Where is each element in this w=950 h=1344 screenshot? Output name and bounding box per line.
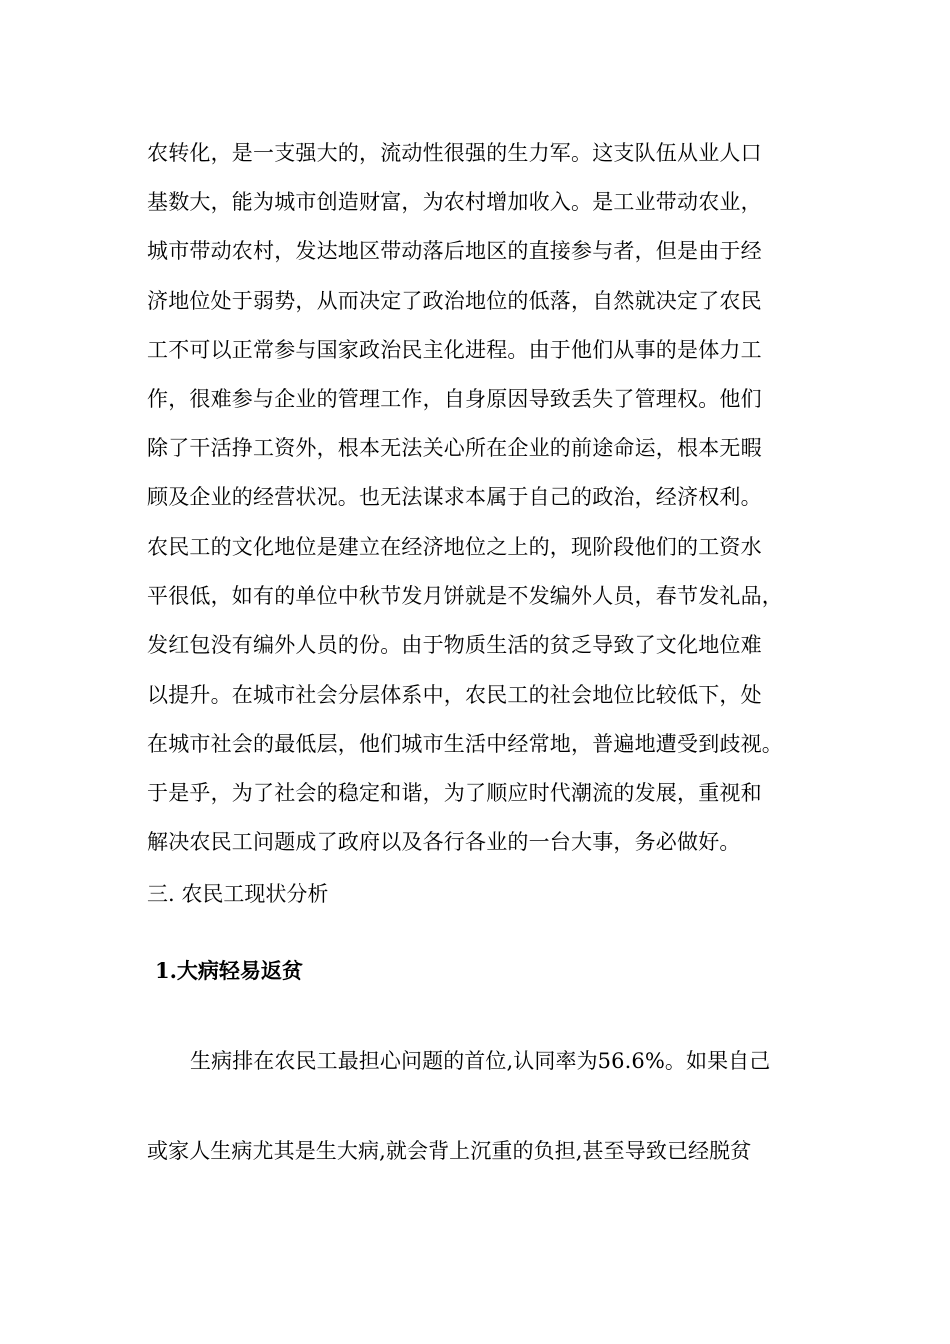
subsection-heading: 1.大病轻易返贫 <box>155 958 303 983</box>
paragraph-line: 于是乎，为了社会的稳定和谐，为了顺应时代潮流的发展，重视和 <box>147 781 762 805</box>
paragraph-line: 顾及企业的经营状况。也无法谋求本属于自己的政治，经济权利。 <box>147 485 762 509</box>
paragraph-line: 生病排在农民工最担心问题的首位,认同率为56.6%。如果自己 <box>190 1049 771 1073</box>
paragraph-line: 以提升。在城市社会分层体系中，农民工的社会地位比较低下，处 <box>147 683 762 707</box>
paragraph-line: 解决农民工问题成了政府以及各行各业的一台大事，务必做好。 <box>147 830 741 854</box>
paragraph-line: 工不可以正常参与国家政治民主化进程。由于他们从事的是体力工 <box>147 338 762 362</box>
paragraph-line: 作，很难参与企业的管理工作，自身原因导致丢失了管理权。他们 <box>147 387 762 411</box>
paragraph-line: 在城市社会的最低层，他们城市生活中经常地，普遍地遭受到歧视。 <box>147 732 783 756</box>
section-heading: 三. 农民工现状分析 <box>147 882 329 906</box>
paragraph-line: 基数大，能为城市创造财富，为农村增加收入。是工业带动农业， <box>147 190 762 214</box>
paragraph-line: 济地位处于弱势，从而决定了政治地位的低落，自然就决定了农民 <box>147 289 762 313</box>
paragraph-line: 农转化，是一支强大的，流动性很强的生力军。这支队伍从业人口 <box>147 141 762 165</box>
paragraph-line: 发红包没有编外人员的份。由于物质生活的贫乏导致了文化地位难 <box>147 633 762 657</box>
paragraph-line: 农民工的文化地位是建立在经济地位之上的，现阶段他们的工资水 <box>147 535 762 559</box>
paragraph-line: 或家人生病尤其是生大病,就会背上沉重的负担,甚至导致已经脱贫 <box>147 1139 752 1163</box>
paragraph-line: 平很低，如有的单位中秋节发月饼就是不发编外人员，春节发礼品， <box>147 584 783 608</box>
paragraph-line: 除了干活挣工资外，根本无法关心所在企业的前途命运，根本无暇 <box>147 436 762 460</box>
paragraph-line: 城市带动农村，发达地区带动落后地区的直接参与者，但是由于经 <box>147 239 762 263</box>
